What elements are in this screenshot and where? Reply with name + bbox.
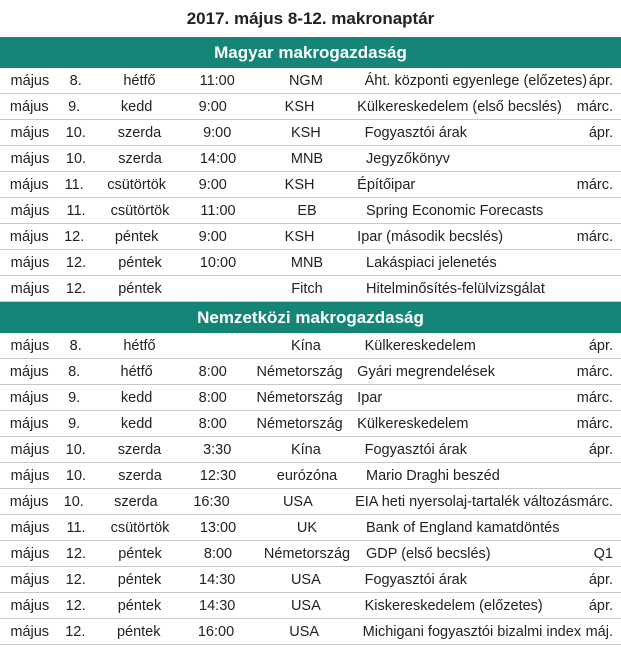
row-day: 10. bbox=[63, 494, 84, 510]
table-row bbox=[0, 146, 621, 172]
row-time: 11:00 bbox=[199, 73, 235, 89]
row-weekday: kedd bbox=[120, 390, 153, 406]
row-source: MNB bbox=[290, 151, 324, 167]
table-row bbox=[0, 94, 621, 120]
international-table bbox=[0, 333, 621, 645]
row-event: Gyári megrendelések bbox=[357, 364, 495, 380]
row-day: 8. bbox=[68, 364, 81, 380]
row-source: USA bbox=[282, 494, 313, 510]
row-weekday: szerda bbox=[114, 494, 158, 510]
section-header-international: Nemzetközi makrogazdaság bbox=[0, 302, 621, 333]
row-event: Fogyasztói árak bbox=[364, 572, 467, 588]
row-event: Építőipar bbox=[357, 177, 416, 193]
row-source: KSH bbox=[284, 229, 315, 245]
row-month: május bbox=[10, 624, 50, 640]
table-row bbox=[0, 224, 621, 250]
row-source: Németország bbox=[256, 416, 343, 432]
row-source: UK bbox=[296, 520, 318, 536]
row-time: 3:30 bbox=[203, 442, 232, 458]
row-source: Németország bbox=[256, 364, 343, 380]
row-period: ápr. bbox=[588, 338, 613, 354]
row-day: 8. bbox=[69, 73, 82, 89]
row-period bbox=[591, 276, 621, 301]
table-row bbox=[0, 541, 621, 567]
row-period bbox=[591, 250, 621, 275]
row-event: Ipar (második becslés) bbox=[357, 229, 504, 245]
section-header-hungarian: Magyar makrogazdaság bbox=[0, 37, 621, 68]
row-source: Németország bbox=[256, 390, 343, 406]
row-time: 9:00 bbox=[198, 99, 227, 115]
row-weekday: péntek bbox=[117, 598, 162, 614]
row-weekday: péntek bbox=[117, 572, 162, 588]
table-row bbox=[0, 411, 621, 437]
row-day: 9. bbox=[68, 390, 81, 406]
row-time: 9:00 bbox=[203, 125, 232, 141]
row-source: KSH bbox=[284, 99, 315, 115]
table-row bbox=[0, 68, 621, 94]
row-time: 8:00 bbox=[203, 546, 233, 562]
row-source: MNB bbox=[290, 255, 324, 271]
table-row bbox=[0, 463, 621, 489]
row-time: 9:00 bbox=[198, 229, 227, 245]
row-event: Külkereskedelem bbox=[357, 416, 469, 432]
row-period: ápr. bbox=[588, 125, 613, 141]
row-day: 11. bbox=[64, 177, 84, 193]
row-month: május bbox=[9, 177, 49, 193]
row-day: 11. bbox=[66, 520, 86, 536]
row-weekday: hétfő bbox=[123, 73, 156, 89]
table-row bbox=[0, 593, 621, 619]
row-weekday: csütörtök bbox=[110, 203, 170, 219]
table-row bbox=[0, 198, 621, 224]
table-row bbox=[0, 359, 621, 385]
row-source: KSH bbox=[290, 125, 321, 141]
row-event: Lakáspiaci jelenetés bbox=[366, 255, 497, 271]
row-source: USA bbox=[290, 572, 321, 588]
row-time: 14:00 bbox=[199, 151, 237, 167]
row-weekday: csütörtök bbox=[107, 177, 167, 193]
row-weekday: péntek bbox=[118, 281, 162, 297]
table-row bbox=[0, 515, 621, 541]
row-month: május bbox=[9, 390, 49, 406]
row-weekday: csütörtök bbox=[110, 520, 170, 536]
row-time bbox=[187, 333, 247, 358]
row-event: Külkereskedelem (első becslés) bbox=[357, 99, 562, 115]
row-month: május bbox=[9, 229, 49, 245]
row-event: GDP (első becslés) bbox=[366, 546, 491, 562]
row-source: EB bbox=[297, 203, 317, 219]
row-time: 10:00 bbox=[199, 255, 237, 271]
row-time bbox=[188, 276, 248, 301]
row-weekday: kedd bbox=[120, 99, 153, 115]
table-row bbox=[0, 333, 621, 359]
row-period: ápr. bbox=[588, 598, 613, 614]
row-event: Fogyasztói árak bbox=[364, 442, 467, 458]
row-time: 9:00 bbox=[198, 177, 227, 193]
row-day: 9. bbox=[68, 416, 81, 432]
row-weekday: szerda bbox=[118, 151, 162, 167]
row-time: 13:00 bbox=[199, 520, 237, 536]
row-month: május bbox=[10, 546, 50, 562]
row-event: EIA heti nyersolaj-tartalék változás bbox=[355, 494, 577, 510]
row-day: 12. bbox=[65, 255, 87, 271]
row-source: Fitch bbox=[291, 281, 323, 297]
row-month: május bbox=[10, 125, 50, 141]
row-source: Kína bbox=[290, 338, 321, 354]
row-time: 14:30 bbox=[199, 598, 236, 614]
row-weekday: péntek bbox=[116, 624, 161, 640]
row-source: Németország bbox=[263, 546, 351, 562]
table-row bbox=[0, 250, 621, 276]
row-day: 12. bbox=[65, 572, 86, 588]
row-time: 16:00 bbox=[197, 624, 235, 640]
table-row bbox=[0, 120, 621, 146]
row-weekday: szerda bbox=[117, 442, 162, 458]
row-month: május bbox=[9, 494, 49, 510]
row-event: Külkereskedelem bbox=[364, 338, 476, 354]
row-event: Fogyasztói árak bbox=[364, 125, 467, 141]
row-event: Mario Draghi beszéd bbox=[366, 468, 500, 484]
row-event: Michigani fogyasztói bizalmi index bbox=[362, 624, 582, 640]
row-period bbox=[591, 463, 621, 488]
row-time: 16:30 bbox=[193, 494, 230, 510]
row-period: ápr. bbox=[588, 572, 613, 588]
row-day: 12. bbox=[64, 229, 85, 245]
table-row bbox=[0, 489, 621, 515]
row-period: ápr. bbox=[588, 442, 613, 458]
row-month: május bbox=[10, 281, 50, 297]
row-period: márc. bbox=[576, 229, 613, 245]
row-time: 8:00 bbox=[198, 416, 227, 432]
row-time: 8:00 bbox=[198, 390, 227, 406]
row-period: márc. bbox=[576, 364, 613, 380]
row-time: 14:30 bbox=[199, 572, 236, 588]
row-time: 8:00 bbox=[198, 364, 227, 380]
row-weekday: szerda bbox=[118, 468, 162, 484]
row-month: május bbox=[9, 416, 49, 432]
row-period: márc. bbox=[576, 390, 613, 406]
row-event: Spring Economic Forecasts bbox=[366, 203, 544, 219]
row-day: 12. bbox=[65, 546, 87, 562]
row-month: május bbox=[10, 203, 50, 219]
row-weekday: péntek bbox=[118, 546, 162, 562]
row-month: május bbox=[10, 151, 50, 167]
row-weekday: hétfő bbox=[120, 364, 153, 380]
row-source: eurózóna bbox=[276, 468, 338, 484]
row-day: 12. bbox=[65, 624, 86, 640]
row-time: 12:30 bbox=[199, 468, 237, 484]
hungarian-table bbox=[0, 68, 621, 302]
row-period: márc. bbox=[576, 99, 613, 115]
row-month: május bbox=[10, 572, 50, 588]
row-month: május bbox=[10, 598, 50, 614]
row-source: KSH bbox=[284, 177, 315, 193]
row-event: Kiskereskedelem (előzetes) bbox=[364, 598, 543, 614]
row-source: Kína bbox=[290, 442, 321, 458]
row-weekday: szerda bbox=[117, 125, 162, 141]
row-period bbox=[591, 515, 621, 540]
row-period: ápr. bbox=[588, 73, 613, 89]
row-month: május bbox=[10, 520, 50, 536]
row-day: 11. bbox=[66, 203, 86, 219]
row-day: 9. bbox=[68, 99, 81, 115]
row-day: 10. bbox=[65, 442, 86, 458]
row-period: Q1 bbox=[593, 546, 613, 562]
row-day: 12. bbox=[65, 281, 87, 297]
table-row bbox=[0, 172, 621, 198]
table-row bbox=[0, 437, 621, 463]
row-source: USA bbox=[290, 598, 321, 614]
row-weekday: hétfő bbox=[123, 338, 156, 354]
table-row bbox=[0, 567, 621, 593]
row-month: május bbox=[10, 468, 50, 484]
row-period bbox=[591, 146, 621, 171]
row-weekday: péntek bbox=[118, 255, 162, 271]
row-month: május bbox=[10, 255, 50, 271]
row-weekday: kedd bbox=[120, 416, 153, 432]
row-event: Áht. központi egyenlege (előzetes) bbox=[364, 73, 588, 89]
row-event: Ipar bbox=[357, 390, 383, 406]
row-period: máj. bbox=[585, 624, 613, 640]
row-month: május bbox=[9, 99, 49, 115]
row-month: május bbox=[9, 364, 49, 380]
row-source: USA bbox=[289, 624, 320, 640]
row-time: 11:00 bbox=[200, 203, 236, 219]
row-period: márc. bbox=[576, 177, 613, 193]
row-month: május bbox=[10, 73, 50, 89]
row-period bbox=[591, 198, 621, 223]
row-event: Bank of England kamatdöntés bbox=[366, 520, 560, 536]
table-row bbox=[0, 276, 621, 302]
row-day: 10. bbox=[65, 468, 87, 484]
row-month: május bbox=[10, 442, 50, 458]
row-day: 10. bbox=[65, 151, 87, 167]
row-month: május bbox=[10, 338, 50, 354]
row-event: Hitelminősítés-felülvizsgálat bbox=[366, 281, 545, 297]
table-row bbox=[0, 619, 621, 645]
row-day: 8. bbox=[69, 338, 82, 354]
row-event: Jegyzőkönyv bbox=[366, 151, 450, 167]
table-row bbox=[0, 385, 621, 411]
row-period: márc. bbox=[576, 494, 613, 510]
page-title: 2017. május 8-12. makronaptár bbox=[186, 9, 435, 28]
row-source: NGM bbox=[288, 73, 323, 89]
row-day: 12. bbox=[65, 598, 86, 614]
row-day: 10. bbox=[65, 125, 86, 141]
row-period: márc. bbox=[576, 416, 613, 432]
row-weekday: péntek bbox=[114, 229, 159, 245]
